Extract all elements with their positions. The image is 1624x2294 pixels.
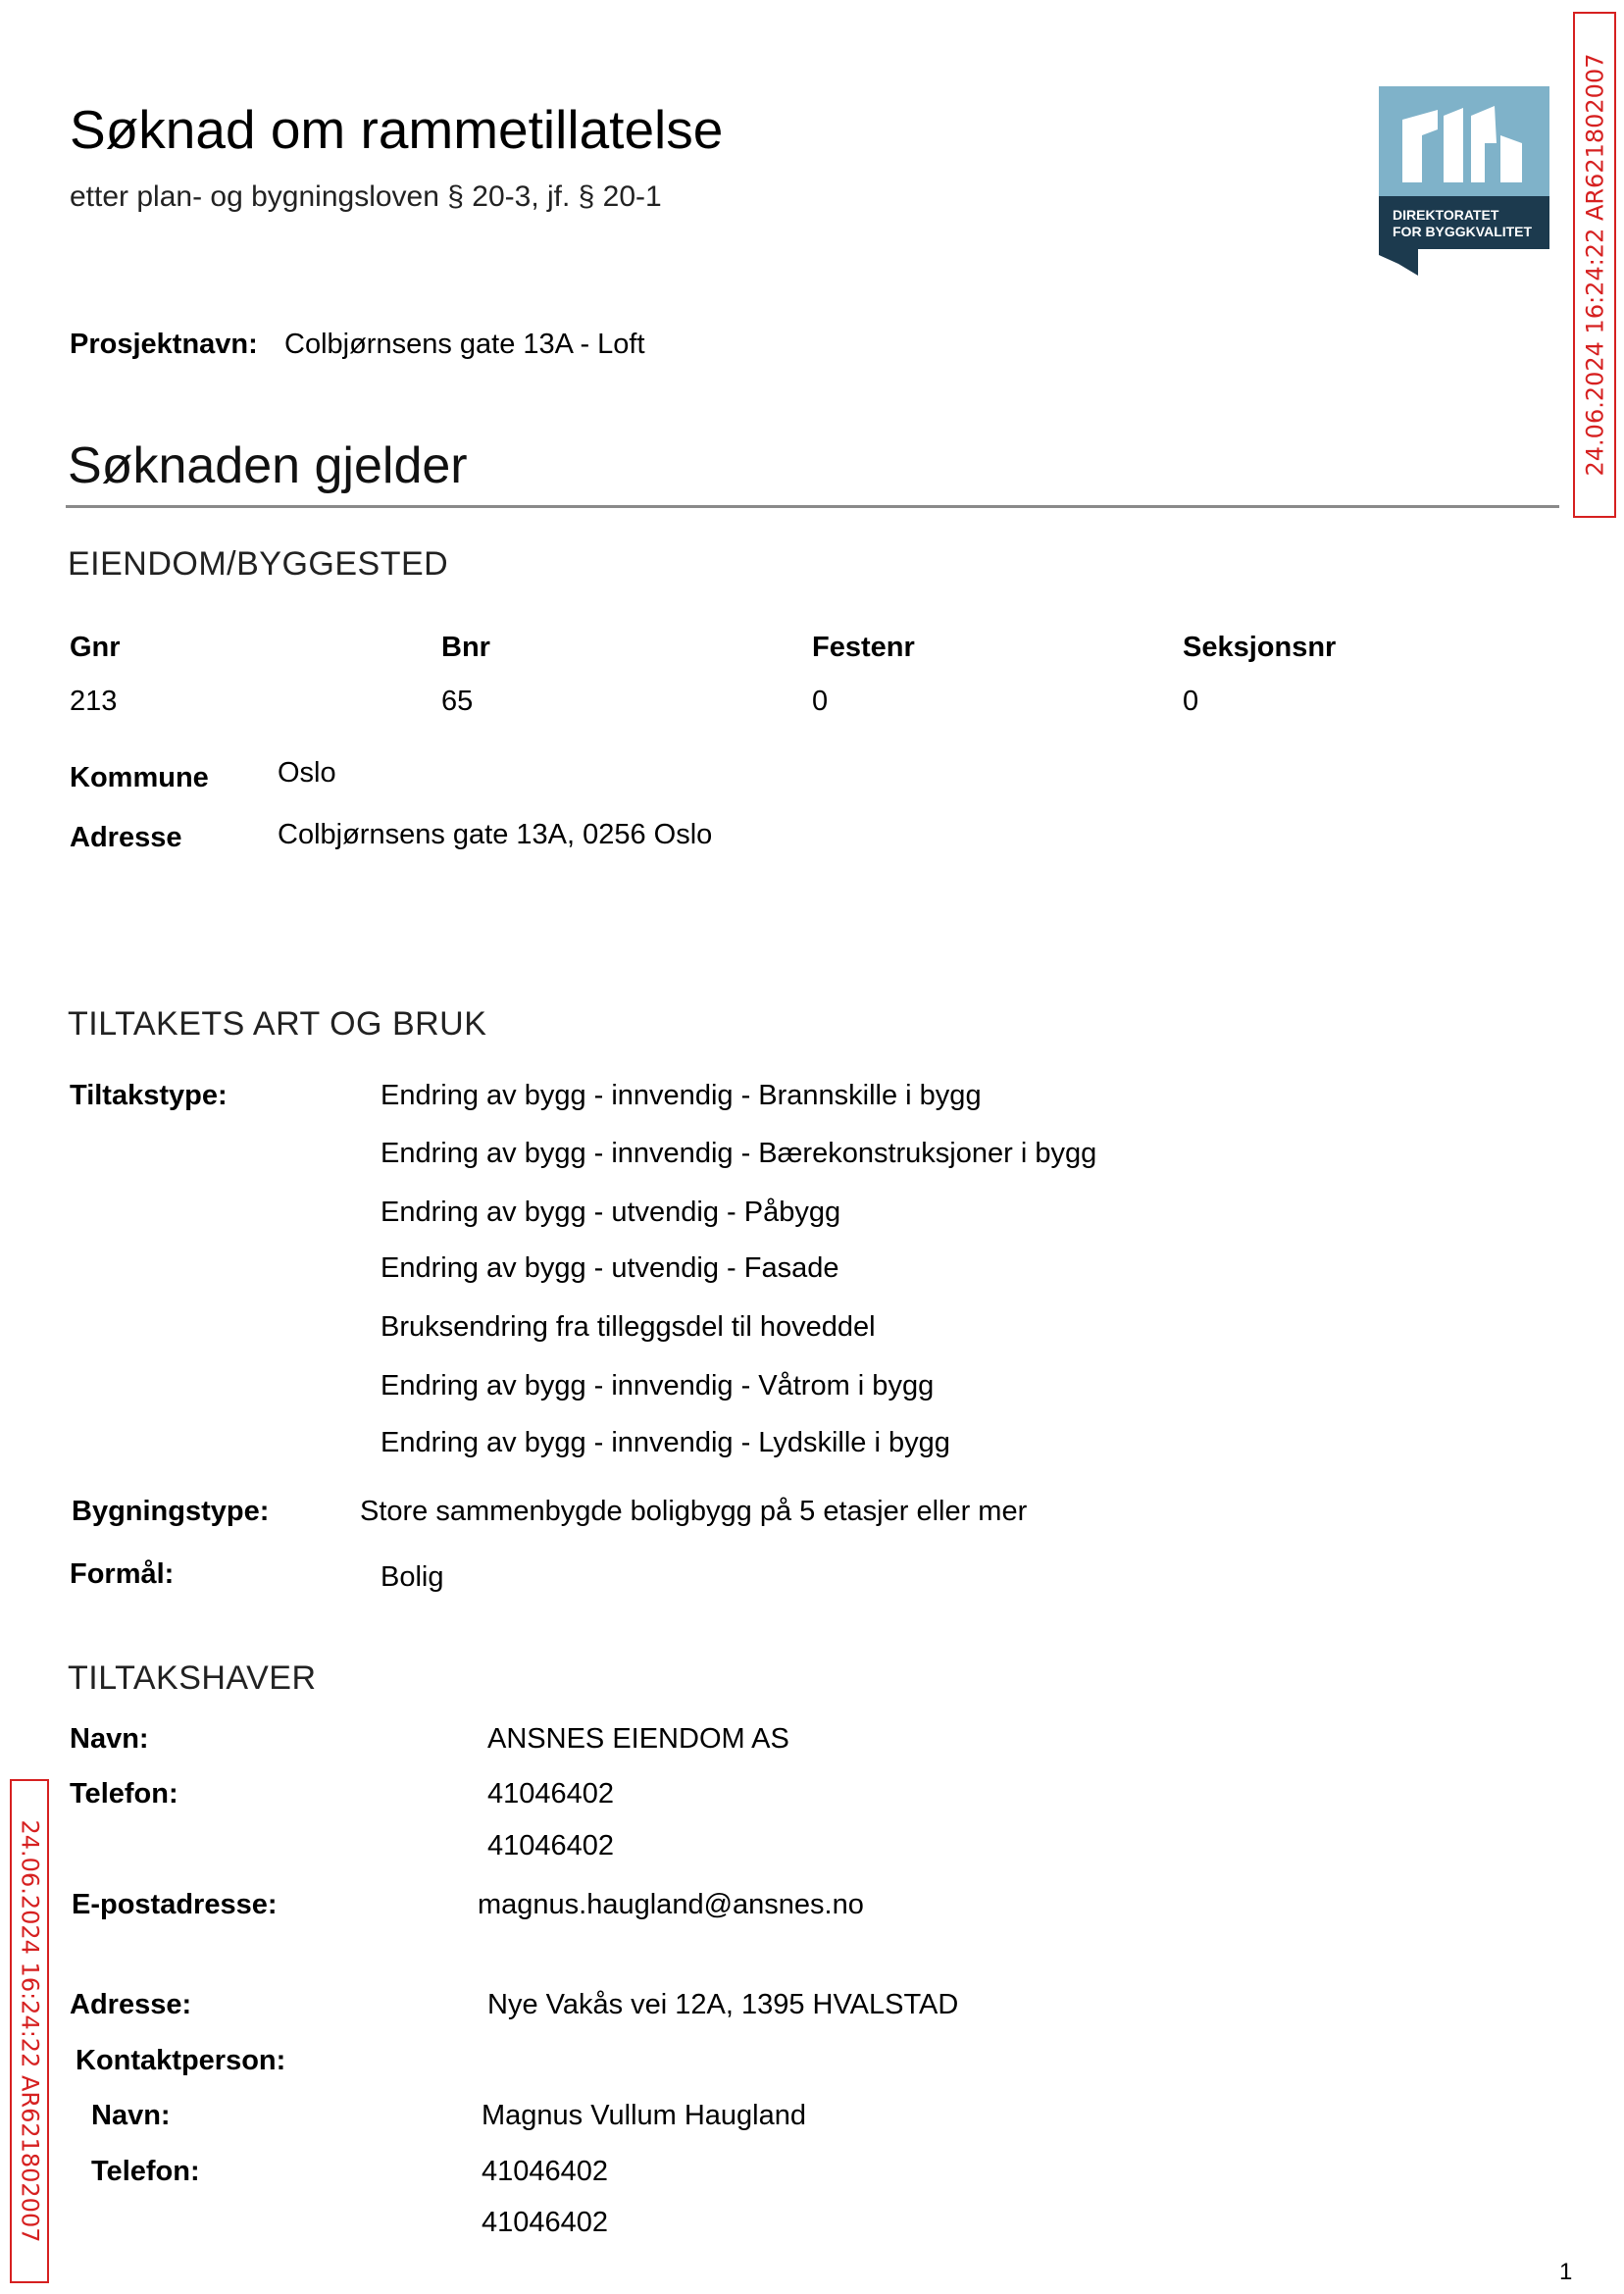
bygningstype-label: Bygningstype: <box>72 1496 270 1527</box>
formal-label: Formål: <box>70 1558 175 1590</box>
tiltakshaver-navn-label: Navn: <box>70 1723 149 1755</box>
dibk-logo <box>1379 86 1549 276</box>
project-name-label: Prosjektnavn: <box>70 329 258 360</box>
tiltakstype-item: Endring av bygg - innvendig - Lydskille i bygg <box>381 1427 950 1458</box>
tiltakstype-item: Endring av bygg - utvendig - Fasade <box>381 1252 839 1284</box>
kommune-value: Oslo <box>278 757 336 789</box>
tiltakshaver-adresse-label: Adresse: <box>70 1989 192 2020</box>
tiltakstype-item: Bruksendring fra tilleggsdel til hoveddel <box>381 1311 876 1343</box>
seksjonsnr-value: 0 <box>1183 686 1199 717</box>
adresse-label: Adresse <box>70 822 182 853</box>
kontakt-navn-value: Magnus Vullum Haugland <box>482 2100 807 2131</box>
seksjonsnr-label: Seksjonsnr <box>1183 632 1337 663</box>
bnr-label: Bnr <box>441 632 490 663</box>
section-title: Søknaden gjelder <box>68 437 468 494</box>
timestamp-stamp-top <box>1573 12 1616 518</box>
property-heading: EIENDOM/BYGGESTED <box>68 545 449 583</box>
tiltakstype-item: Endring av bygg - utvendig - Påbygg <box>381 1197 841 1228</box>
tiltakstype-label: Tiltakstype: <box>70 1080 228 1111</box>
tiltakstype-item: Endring av bygg - innvendig - Bærekonstruksjoner i bygg <box>381 1138 1097 1169</box>
kontakt-telefon-value: 41046402 <box>482 2156 609 2187</box>
tiltakstype-item: Endring av bygg - innvendig - Brannskille i bygg <box>381 1080 982 1111</box>
bygningstype-value: Store sammenbygde boligbygg på 5 etasjer eller mer <box>360 1496 1028 1527</box>
logo-text-line2: FOR BYGGKVALITET <box>1393 224 1533 239</box>
tiltakstype-item: Endring av bygg - innvendig - Våtrom i bygg <box>381 1370 935 1402</box>
gnr-label: Gnr <box>70 632 121 663</box>
tiltakshaver-heading: TILTAKSHAVER <box>68 1659 317 1697</box>
page-number: 1 <box>1559 2259 1573 2285</box>
tiltak-heading: TILTAKETS ART OG BRUK <box>68 1005 487 1043</box>
building-logo-icon <box>1379 86 1549 276</box>
stamp-text: 24.06.2024 16:24:22 AR621802007 <box>16 1819 44 2243</box>
kommune-label: Kommune <box>70 762 209 793</box>
kontakt-navn-label: Navn: <box>91 2100 171 2131</box>
section-divider <box>66 505 1559 508</box>
tiltakshaver-adresse-value: Nye Vakås vei 12A, 1395 HVALSTAD <box>487 1989 959 2020</box>
tiltakshaver-navn-value: ANSNES EIENDOM AS <box>487 1723 789 1755</box>
epost-value: magnus.haugland@ansnes.no <box>478 1889 864 1920</box>
project-name-value: Colbjørnsens gate 13A - Loft <box>284 329 645 360</box>
tiltakshaver-telefon-label: Telefon: <box>70 1778 178 1810</box>
bnr-value: 65 <box>441 686 474 717</box>
logo-text-line1: DIREKTORATET <box>1393 207 1499 223</box>
document-title: Søknad om rammetillatelse <box>70 99 724 160</box>
timestamp-stamp-left <box>10 1779 49 2283</box>
kontaktperson-label: Kontaktperson: <box>76 2045 286 2076</box>
kontakt-telefon-value: 41046402 <box>482 2207 609 2238</box>
festenr-value: 0 <box>812 686 829 717</box>
document-subtitle: etter plan- og bygningsloven § 20-3, jf. § 20-1 <box>70 180 662 213</box>
adresse-value: Colbjørnsens gate 13A, 0256 Oslo <box>278 819 713 850</box>
stamp-text: 24.06.2024 16:24:22 AR621802007 <box>1581 53 1609 477</box>
gnr-value: 213 <box>70 686 118 717</box>
kontakt-telefon-label: Telefon: <box>91 2156 200 2187</box>
formal-value: Bolig <box>381 1561 444 1593</box>
festenr-label: Festenr <box>812 632 915 663</box>
tiltakshaver-telefon-value: 41046402 <box>487 1830 615 1861</box>
epost-label: E-postadresse: <box>72 1889 278 1920</box>
tiltakshaver-telefon-value: 41046402 <box>487 1778 615 1810</box>
